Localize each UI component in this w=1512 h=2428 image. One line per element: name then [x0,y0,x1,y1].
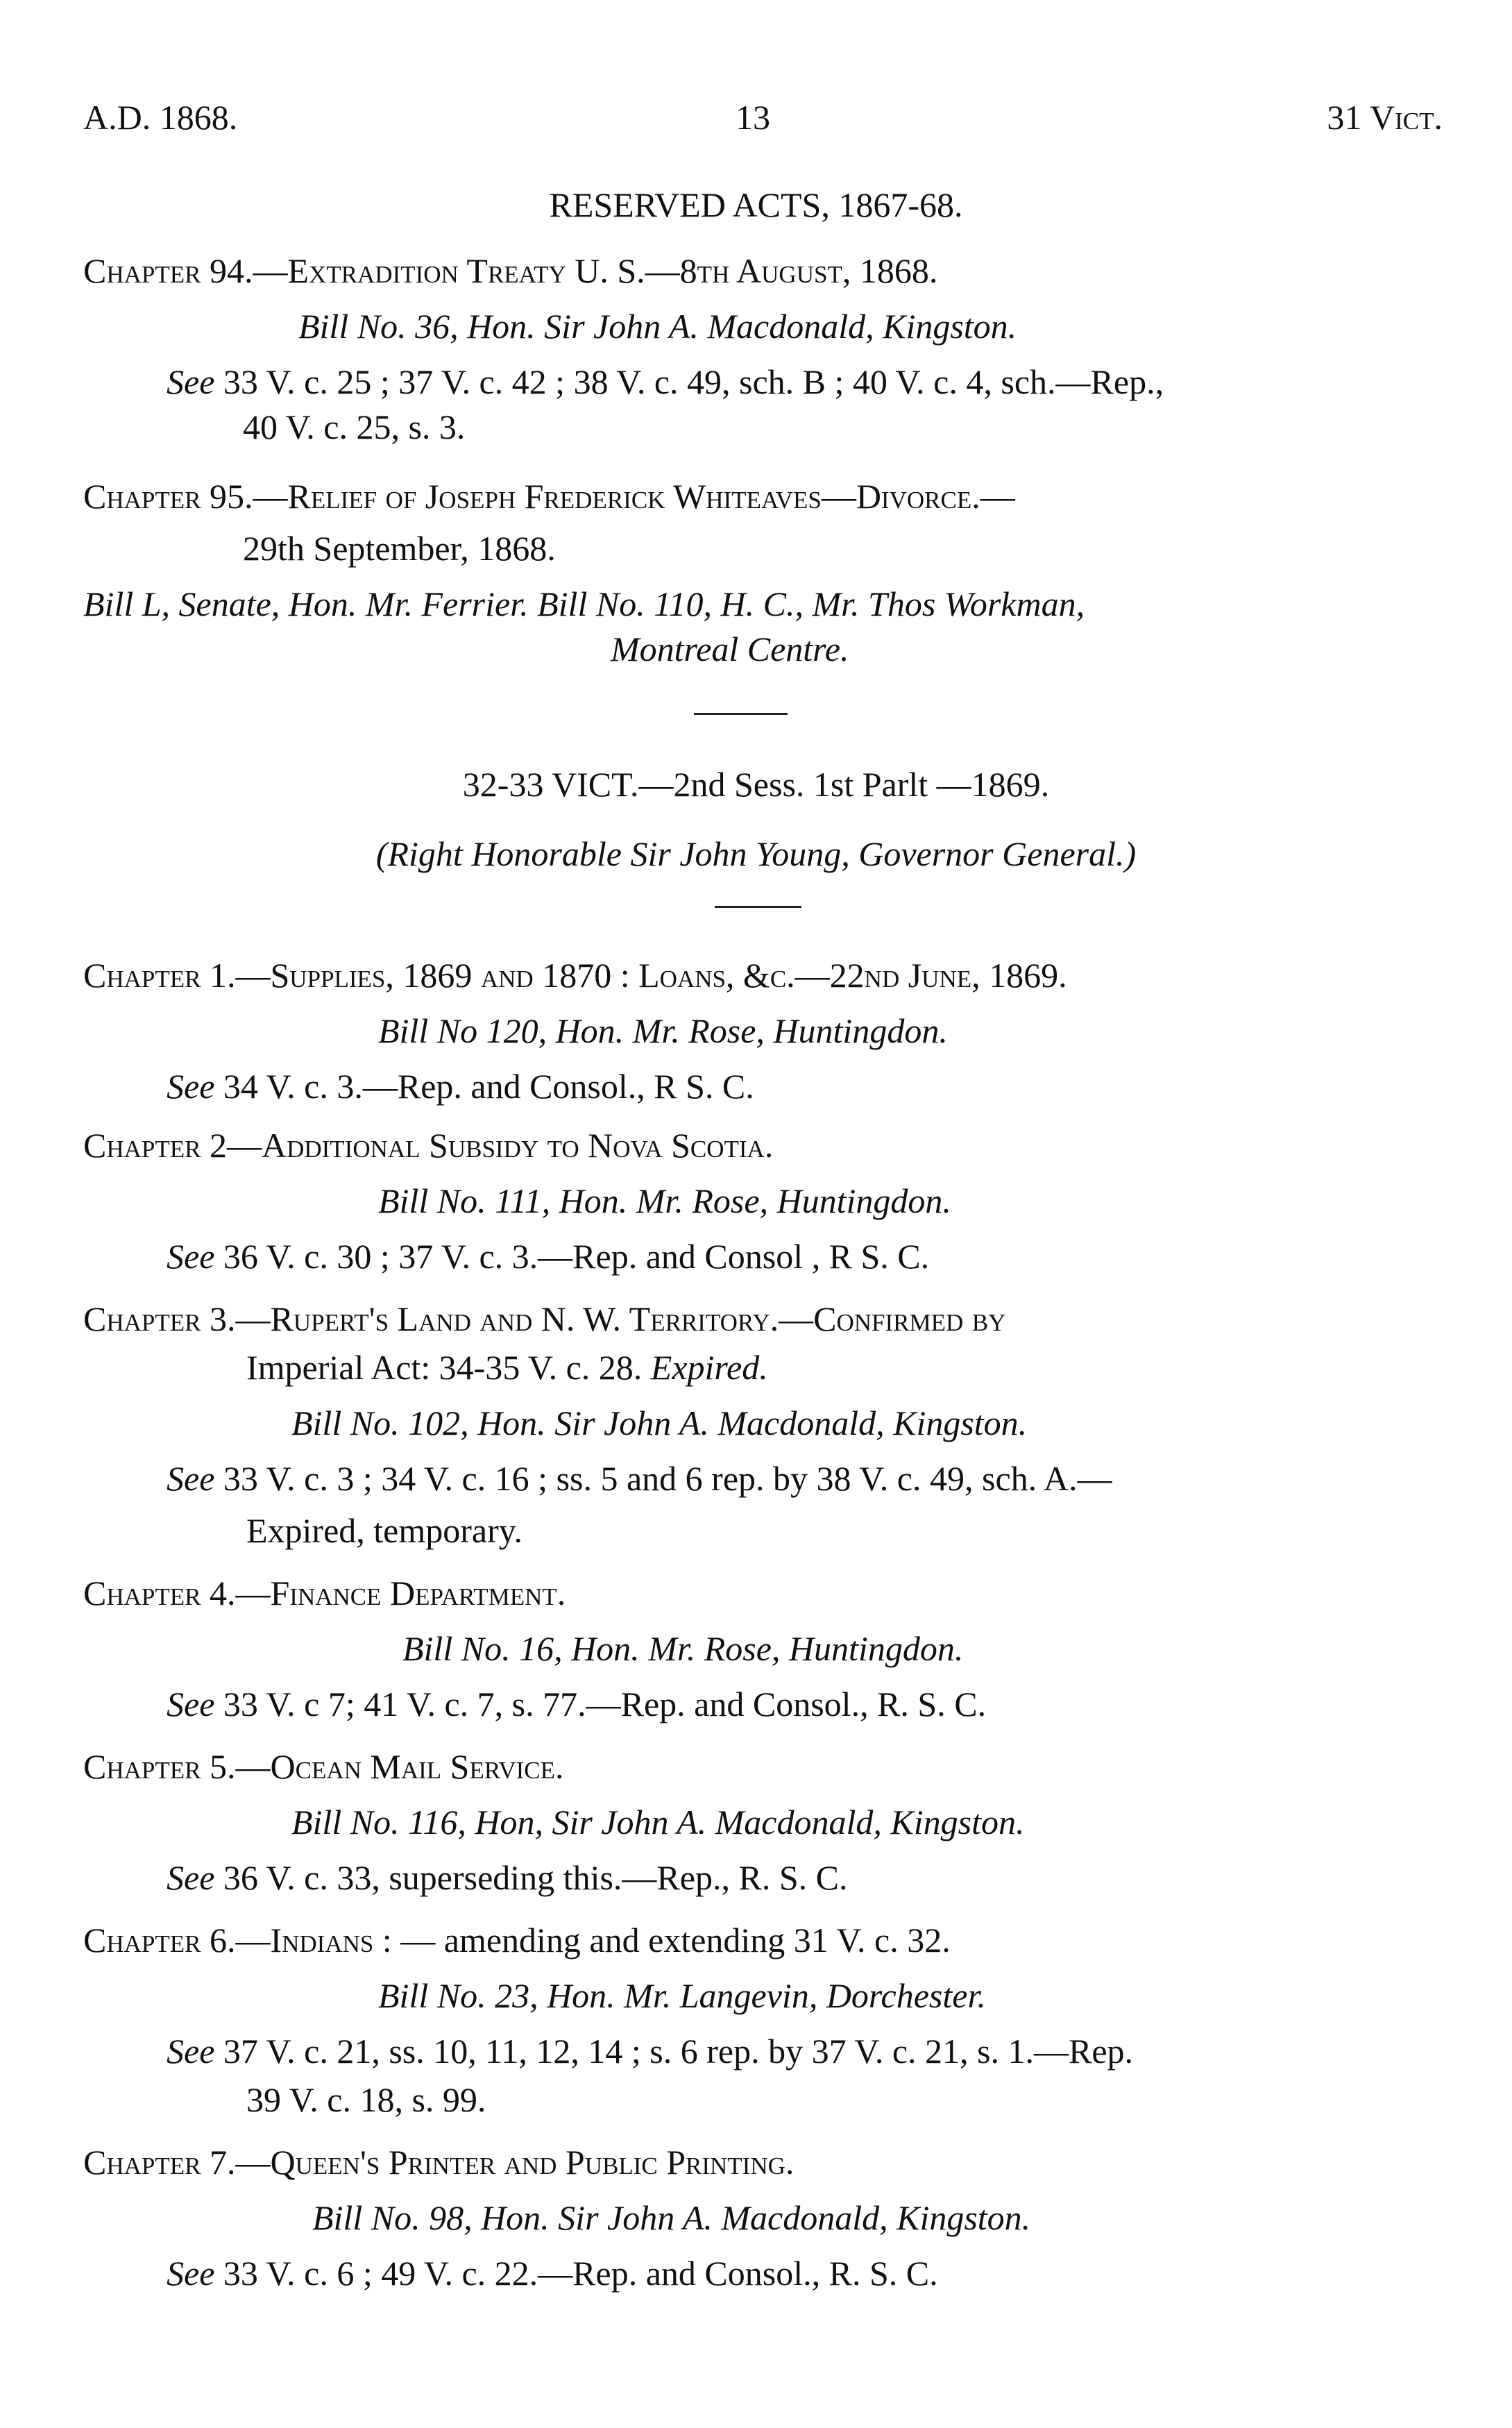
header-year: A.D. 1868. [83,98,238,137]
chapter-6-see-line-1 [167,2030,1133,2072]
see-label: See [167,1858,215,1897]
imperial-act-text: Imperial Act: 34-35 V. c. 28. [246,1348,643,1387]
chapter-5-bill: Bill No. 116, Hon, Sir John A. Macdonald, Kingston. [291,1803,1025,1841]
reserved-acts-heading: RESERVED ACTS, 1867-68. [549,185,963,224]
see-text: 33 V. c 7; 41 V. c. 7, s. 77.—Rep. and Consol., R. S. C. [223,1685,987,1723]
chapter-5-see-line-1 [167,1857,847,1898]
chapter-title-text: 1.—Supplies, 1869 and 1870 : Loans, &c.—22nd June, 1869. [209,956,1067,995]
chapter-1-see-line-1 [167,1065,754,1107]
see-text: 37 V. c. 21, ss. 10, 11, 12, 14 ; s. 6 rep. by 37 V. c. 21, s. 1.—Rep. [223,2032,1134,2071]
header-regnal-year: 31 Vict. [1327,98,1443,137]
see-label: See [167,1067,215,1106]
session-heading: 32-33 VICT.—2nd Sess. 1st Parlt —1869. [462,765,1050,804]
chapter-1-bill: Bill No 120, Hon. Mr. Rose, Huntingdon. [378,1011,948,1050]
see-text: 36 V. c. 30 ; 37 V. c. 3.—Rep. and Consol , R S. C. [223,1237,930,1276]
chapter-label: Chapter [83,1921,201,1959]
governor-general-line: (Right Honorable Sir John Young, Governor General.) [375,834,1137,873]
chapter-label: Chapter [83,1574,201,1612]
see-text: 36 V. c. 33, superseding this.—Rep., R. S. C. [223,1858,848,1897]
chapter-7-see-line-1 [167,2252,938,2294]
expired-label: Expired. [650,1348,768,1387]
chapter-95-bill-line-1: Bill L, Senate, Hon. Mr. Ferrier. Bill No. 110, H. C., Mr. Thos Workman, [83,584,1085,623]
section-divider [694,713,788,715]
see-label: See [167,362,215,401]
chapter-3-see-line-1 [167,1458,1112,1499]
running-head [83,97,1443,139]
see-label: See [167,1685,215,1723]
chapter-6-title [83,1919,951,1961]
chapter-6-bill: Bill No. 23, Hon. Mr. Langevin, Dorchester. [378,1976,986,2015]
see-text: 34 V. c. 3.—Rep. and Consol., R S. C. [223,1067,754,1106]
chapter-title-text: 95.—Relief of Joseph Frederick Whiteaves—Divorce.— [209,477,1015,516]
chapter-94-title [83,250,937,292]
chapter-title-text: 6.—Indians : [209,1921,392,1959]
chapter-2-title [83,1124,773,1166]
chapter-95-bill-line-2: Montreal Centre. [611,630,849,668]
chapter-3-bill: Bill No. 102, Hon. Sir John A. Macdonald, Kingston. [291,1403,1028,1442]
chapter-94-see-line-1 [167,361,1164,403]
chapter-label: Chapter [83,1747,201,1786]
chapter-label: Chapter [83,2143,201,2182]
chapter-label: Chapter [83,477,201,516]
chapter-label: Chapter [83,251,201,290]
chapter-title-text: 3.—Rupert's Land and N. W. Territory.—Confirmed by [209,1299,1006,1338]
chapter-7-bill: Bill No. 98, Hon. Sir John A. Macdonald, Kingston. [312,2198,1031,2237]
chapter-4-title [83,1572,566,1614]
chapter-95-title-line-1 [83,475,1015,517]
chapter-94-bill: Bill No. 36, Hon. Sir John A. Macdonald, Kingston. [298,307,1017,346]
see-label: See [167,2032,215,2071]
chapter-title-text: 5.—Ocean Mail Service. [209,1747,564,1786]
chapter-title-text: 7.—Queen's Printer and Public Printing. [209,2143,795,2182]
chapter-label: Chapter [83,956,201,995]
chapter-5-title [83,1746,564,1787]
see-text: 33 V. c. 3 ; 34 V. c. 16 ; ss. 5 and 6 rep. by 38 V. c. 49, sch. A.— [223,1459,1112,1498]
chapter-title-text: 4.—Finance Department. [209,1574,566,1612]
chapter-4-see-line-1 [167,1683,986,1725]
chapter-title-text: 2—Additional Subsidy to Nova Scotia. [209,1126,774,1165]
chapter-1-title [83,954,1067,996]
see-label: See [167,1459,215,1498]
chapter-3-title-line-1 [83,1298,1005,1340]
chapter-4-bill: Bill No. 16, Hon. Mr. Rose, Huntingdon. [402,1629,964,1668]
chapter-label: Chapter [83,1299,201,1338]
chapter-title-text: 94.—Extradition Treaty U. S.—8th August, 1868. [209,251,938,290]
see-text: 33 V. c. 25 ; 37 V. c. 42 ; 38 V. c. 49, sch. B ; 40 V. c. 4, sch.—Rep., [223,362,1164,401]
chapter-7-title [83,2141,794,2183]
see-text: 33 V. c. 6 ; 49 V. c. 22.—Rep. and Consol., R. S. C. [223,2254,938,2293]
chapter-2-bill: Bill No. 111, Hon. Mr. Rose, Huntingdon. [378,1181,951,1220]
chapter-95-title-line-2: 29th September, 1868. [243,529,556,568]
section-divider [715,906,801,908]
see-label: See [167,1237,215,1276]
chapter-label: Chapter [83,1126,201,1165]
chapter-94-see-line-2: 40 V. c. 25, s. 3. [243,407,466,446]
chapter-3-see-line-2: Expired, temporary. [246,1511,523,1550]
page-number: 13 [736,98,770,137]
chapter-2-see-line-1 [167,1236,929,1277]
chapter-6-see-line-2: 39 V. c. 18, s. 99. [246,2080,486,2119]
chapter-3-title-line-2 [246,1347,768,1388]
see-label: See [167,2254,215,2293]
chapter-title-rest: — amending and extending 31 V. c. 32. [400,1921,951,1959]
